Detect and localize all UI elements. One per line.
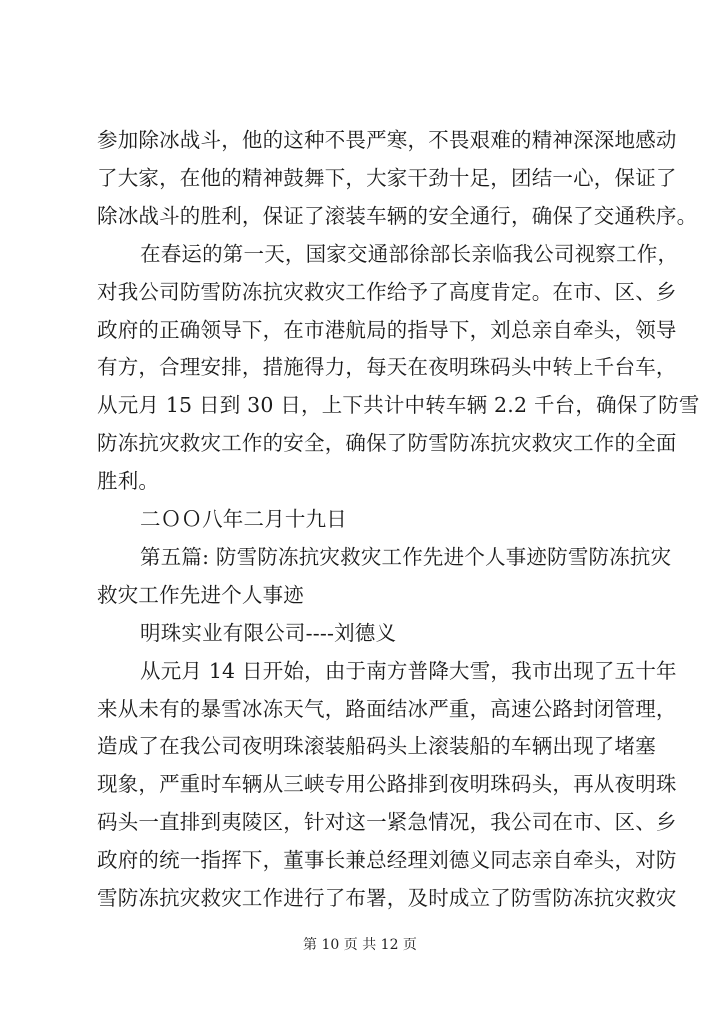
body-text-line: 码头一直排到夷陵区，针对这一紧急情况，我公司在市、区、乡	[97, 810, 677, 834]
body-text-line: 胜利。	[97, 469, 160, 493]
body-text-line: 对我公司防雪防冻抗灾救灾工作给予了高度肯定。在市、区、乡	[97, 280, 677, 304]
body-text-line: 现象，严重时车辆从三峡专用公路排到夜明珠码头，再从夜明珠	[97, 772, 677, 796]
author-line: 明珠实业有限公司----刘德义	[140, 621, 397, 645]
body-text-line: 雪防冻抗灾救灾工作进行了布署，及时成立了防雪防冻抗灾救灾	[97, 886, 677, 910]
section-heading-continued: 救灾工作先进个人事迹	[97, 583, 304, 607]
body-text-line: 来从未有的暴雪冰冻天气，路面结冰严重，高速公路封闭管理，	[97, 697, 677, 721]
body-text-line: 参加除冰战斗，他的这种不畏严寒，不畏艰难的精神深深地感动	[97, 128, 677, 152]
body-text-line: 造成了在我公司夜明珠滚装船码头上滚装船的车辆出现了堵塞	[97, 734, 656, 758]
date-line: 二ＯＯ八年二月十九日	[140, 507, 347, 531]
paragraph-first-line: 在春运的第一天，国家交通部徐部长亲临我公司视察工作，	[140, 242, 679, 266]
body-text-line: 从元月 15 日到 30 日，上下共计中转车辆 2.2 千台，确保了防雪	[97, 393, 700, 417]
body-text-line: 政府的正确领导下，在市港航局的指导下，刘总亲自牵头，领导	[97, 318, 677, 342]
body-text-line: 除冰战斗的胜利，保证了滚装车辆的安全通行，确保了交通秩序。	[97, 204, 698, 228]
body-text-line: 有方，合理安排，措施得力，每天在夜明珠码头中转上千台车，	[97, 355, 677, 379]
body-text-line: 了大家，在他的精神鼓舞下，大家干劲十足，团结一心，保证了	[97, 166, 677, 190]
page-footer: 第 10 页 共 12 页	[303, 937, 417, 953]
paragraph-first-line: 从元月 14 日开始，由于南方普降大雪，我市出现了五十年	[140, 659, 677, 683]
body-text-line: 防冻抗灾救灾工作的安全，确保了防雪防冻抗灾救灾工作的全面	[97, 431, 677, 455]
section-heading: 第五篇: 防雪防冻抗灾救灾工作先进个人事迹防雪防冻抗灾	[140, 545, 672, 569]
body-text-line: 政府的统一指挥下，董事长兼总经理刘德义同志亲自牵头，对防	[97, 848, 677, 872]
